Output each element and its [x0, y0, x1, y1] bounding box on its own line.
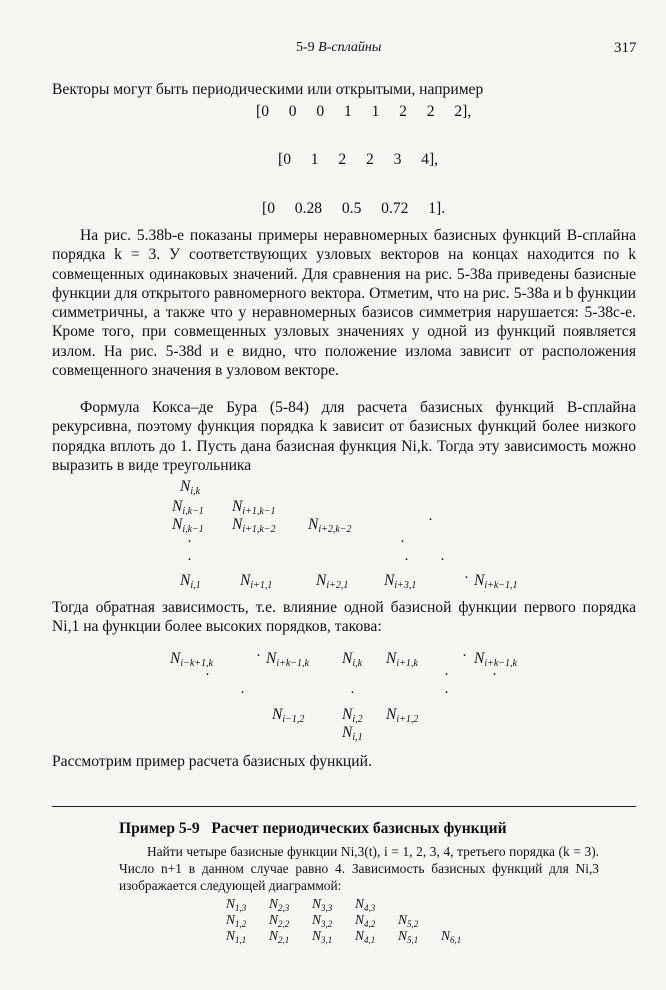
paragraph-3: Тогда обратная зависимость, т.е. влияние одной базисной функции первого порядка Ni,1 на функции более высоких порядков, такова: [52, 599, 636, 636]
dot: · [462, 648, 467, 664]
dot: · [205, 667, 210, 683]
section-divider [52, 806, 636, 807]
inverse-r1-c3: $N_{i,k}$ [342, 650, 363, 669]
triangle-r4-c1: $N_{i,1}$ [180, 572, 201, 591]
paragraph-2: Формула Кокса–де Бура (5-84) для расчета базисных функций B-сплайна рекурсивна, поэтому функция порядка k зависит от базисных функций более низкого порядка вплоть до 1. Пусть дана базисная функция Ni,k. Тогда эту зависимость можно выразить в виде треугольника [52, 399, 636, 474]
dot: · [428, 512, 433, 528]
dot: · [444, 667, 449, 683]
dot: · [350, 685, 355, 701]
diagram-r1-c1: $N_{1,3}$ [226, 896, 247, 913]
example-heading [119, 820, 507, 838]
triangle-r4-c3: $N_{i+2,1}$ [316, 572, 349, 591]
diagram-r2-c2: $N_{2,2}$ [269, 912, 290, 929]
intro-text: Векторы могут быть периодическими или открытыми, например [52, 81, 484, 98]
triangle-r4-c2: $N_{i+1,1}$ [240, 572, 273, 591]
diagram-r2-c4: $N_{4,2}$ [355, 912, 376, 929]
triangle-r2-c1: $N_{i,k-1}$ [172, 498, 204, 517]
diagram-r3-c6: $N_{6,1}$ [441, 928, 462, 945]
inverse-r1-c2: $N_{i+k-1,k}$ [266, 650, 309, 669]
vector-3: [0 0.28 0.5 0.72 1]. [262, 200, 446, 217]
diagram-r3-c2: $N_{2,1}$ [269, 928, 290, 945]
dot: · [492, 667, 497, 683]
diagram-r1-c4: $N_{4,3}$ [355, 896, 376, 913]
diagram-r3-c3: $N_{3,1}$ [312, 928, 333, 945]
inverse-r1-c4: $N_{i+1,k}$ [386, 650, 418, 669]
paragraph-1: На рис. 5.38b-e показаны примеры неравномерных базисных функций B-сплайна порядка k = 3. У соответствующих узловых векторов на концах находится по k совмещенных одинаковых значений. Для сравнения на рис. 5-38a приведены базисные функции для открытого равномерного вектора. Отметим, что на рис. 5-38a и b функции симметричны, а также что у неравномерных базисов симметрия нарушается: 5-38c-e. Кроме того, при совмещенных узловых значениях у одной из функций появляется излом. На рис. 5-38d и e видно, что положение излома зависит от расположения совмещенного значения в узловом векторе. [52, 227, 636, 380]
triangle-r3-c3: $N_{i+2,k-2}$ [308, 516, 352, 535]
dot: · [187, 534, 192, 550]
diagram-r1-c2: $N_{2,3}$ [269, 896, 290, 913]
running-header [296, 40, 381, 56]
triangle-r2-c2: $N_{i+1,k-1}$ [232, 498, 276, 517]
example-text: Найти четыре базисные функции Ni,3(t), i = 1, 2, 3, 4, третьего порядка (k = 3). Число n+1 в данном случае равно 4. Зависимость базисных функций для Ni,3 изображается следующей диаграммой: [119, 844, 599, 894]
diagram-r2-c3: $N_{3,2}$ [312, 912, 333, 929]
triangle-r3-c2: $N_{i+1,k-2}$ [232, 516, 276, 535]
inverse-r3-c1: $N_{i,1}$ [342, 724, 363, 743]
triangle-r4-c4: $N_{i+3,1}$ [384, 572, 417, 591]
dot: · [240, 685, 245, 701]
diagram-r1-c3: $N_{3,3}$ [312, 896, 333, 913]
inverse-r2-c1: $N_{i-1,2}$ [272, 706, 305, 725]
example-title: Расчет периодических базисных функций [211, 820, 507, 837]
inverse-r1-c5: $N_{i+k-1,k}$ [474, 650, 517, 669]
diagram-r3-c1: $N_{1,1}$ [226, 928, 247, 945]
vector-2: [0 1 2 2 3 4], [278, 151, 439, 168]
dot: · [187, 552, 192, 568]
dot: · [444, 685, 449, 701]
triangle-r3-c1: $N_{i,k-1}$ [172, 516, 204, 535]
diagram-r3-c5: $N_{5,1}$ [398, 928, 419, 945]
dot: · [464, 570, 469, 586]
diagram-r2-c1: $N_{1,2}$ [226, 912, 247, 929]
dot: · [440, 552, 445, 568]
inverse-r1-c1: $N_{i-k+1,k}$ [170, 650, 213, 669]
triangle-r1-c1: $N_{i,k}$ [180, 478, 201, 497]
triangle-r4-c5: $N_{i+k-1,1}$ [474, 572, 518, 591]
page-number: 317 [614, 40, 637, 56]
dot: · [400, 534, 405, 550]
diagram-r3-c4: $N_{4,1}$ [355, 928, 376, 945]
dot: · [404, 552, 409, 568]
example-label: Пример 5-9 [119, 820, 200, 837]
section-number: 5-9 [296, 40, 315, 55]
inverse-r2-c2: $N_{i,2}$ [342, 706, 363, 725]
dot: · [256, 648, 261, 664]
inverse-r2-c3: $N_{i+1,2}$ [386, 706, 419, 725]
vector-1: [0 0 0 1 1 2 2 2], [256, 103, 472, 120]
diagram-r2-c5: $N_{5,2}$ [398, 912, 419, 929]
section-title: B-сплайны [318, 40, 382, 55]
paragraph-4: Рассмотрим пример расчета базисных функций. [52, 753, 372, 770]
